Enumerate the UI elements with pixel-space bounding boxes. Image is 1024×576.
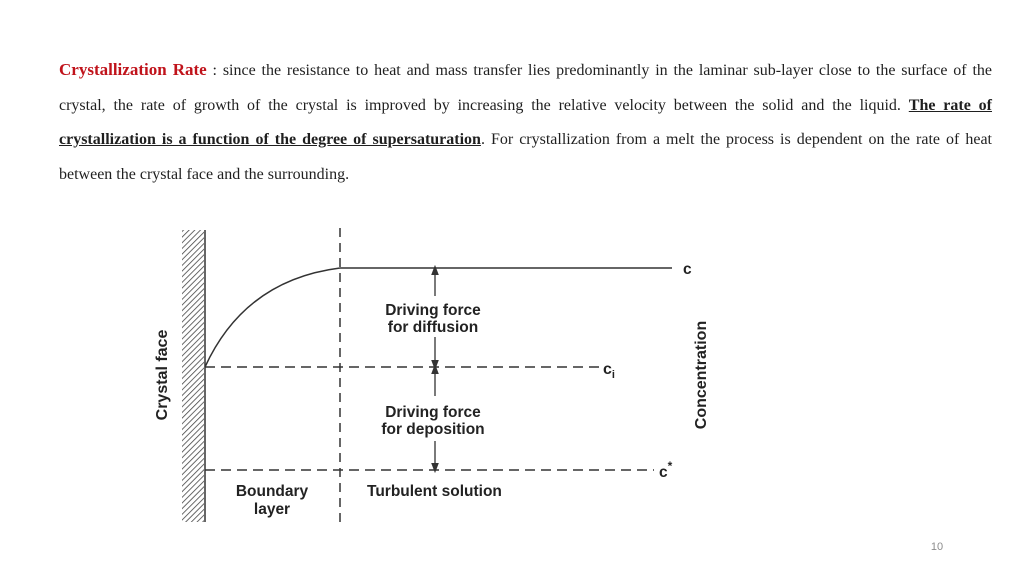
- diffusion-label-line2: for diffusion: [387, 319, 479, 336]
- boundary-layer-label-line1: Boundary: [235, 483, 309, 500]
- concentration-profile-curve: [205, 268, 340, 367]
- ci-label: $c_i$: [603, 361, 615, 381]
- diffusion-label-line1: Driving force: [385, 302, 481, 319]
- deposition-label-line1: Driving force: [385, 404, 481, 421]
- concentration-axis-label: Concentration: [693, 320, 710, 430]
- crystal-face-wall: [182, 230, 204, 522]
- key-statement: The rate of crystallization is a function of the degree of supersaturation: [59, 96, 992, 148]
- turbulent-solution-label: Turbulent solution: [367, 483, 502, 500]
- boundary-layer-label-line2: layer: [253, 501, 291, 518]
- paragraph-text-part1: : since the resistance to heat and mass transfer lies predominantly in the laminar sub-layer close to the surface of the crystal, the rate of growth of the crystal is improved by increasing the relative velocity between the solid and the liquid.: [59, 62, 992, 114]
- paragraph-text-part2: . For crystallization from a melt the process is dependent on the rate of heat between the crystal face and the surrounding.: [59, 131, 993, 183]
- cstar-label: c*: [659, 459, 673, 481]
- crystal-face-label: Crystal face: [154, 329, 171, 421]
- section-title: Crystallization Rate: [59, 60, 207, 79]
- deposition-label-line2: for deposition: [381, 421, 485, 438]
- c-label: c: [683, 261, 692, 278]
- page-number: 10: [930, 541, 944, 553]
